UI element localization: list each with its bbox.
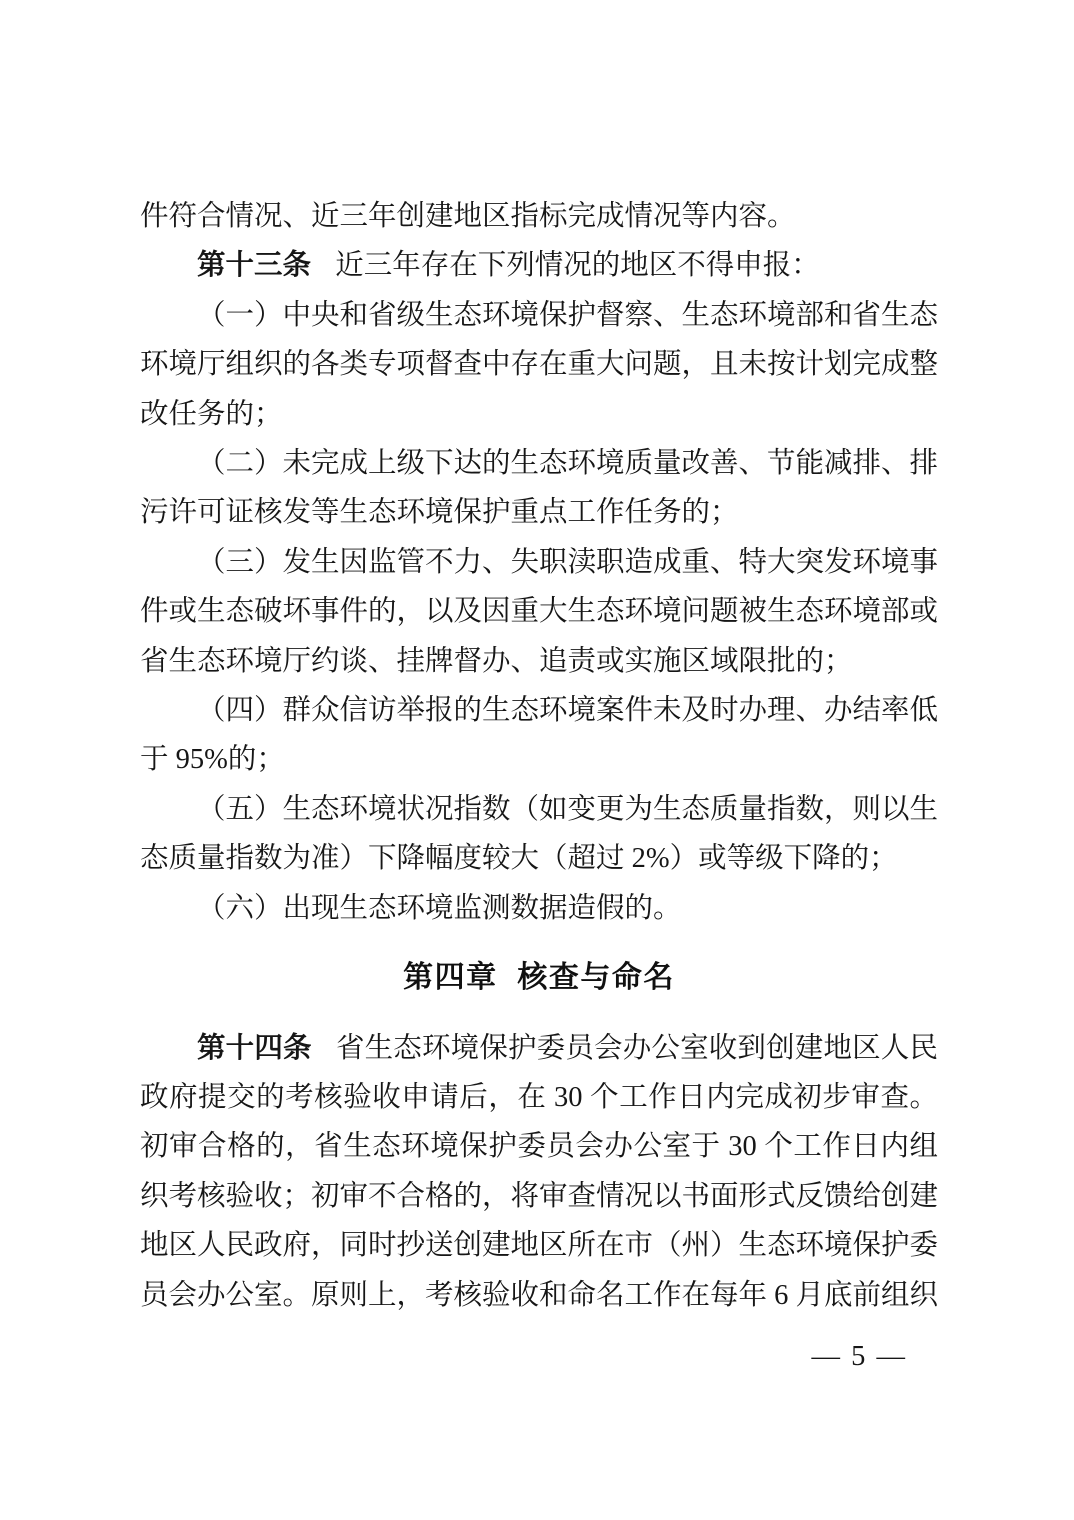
paragraph-item-4: （四）群众信访举报的生态环境案件未及时办理、办结率低于 95%的； [140,695,939,776]
paragraph-item-1: （一）中央和省级生态环境保护督察、生态环境部和省生态环境厅组织的各类专项督查中存在重大问题，且未按计划完成整改任务的； [140,299,939,430]
chapter-heading: 第四章 核查与命名 [403,961,675,995]
page-number: — 5 — [811,1341,907,1372]
paragraph-article-14 [140,1024,938,1320]
paragraph-item-6: （六）出现生态环境监测数据造假的。 [197,892,682,924]
article-13-number: 第十三条 [197,250,312,282]
paragraph-item-2: （二）未完成上级下达的生态环境质量改善、节能减排、排污许可证核发等生态环境保护重点工作任务的； [140,448,939,529]
article-13-text: 近三年存在下列情况的地区不得申报： [335,250,820,282]
article-14-number: 第十四条 [197,1032,312,1064]
paragraph-article-13 [140,241,938,290]
paragraph-item-3: （三）发生因监管不力、失职渎职造成重、特大突发环境事件或生态破坏事件的，以及因重大生态环境问题被生态环境部或省生态环境厅约谈、挂牌督办、追责或实施区域限批的； [140,546,939,677]
document-body [140,192,938,1320]
article-14-text: 省生态环境保护委员会办公室收到创建地区人民政府提交的考核验收申请后，在 30 个工作日内完成初步审查。初审合格的，省生态环境保护委员会办公室于 30 个工作日内组织考核验收；初审不合格的，将审查情况以书面形式反馈给创建地区人民政府，同时抄送创建地区所在市（州）生态环境保护委员会办公室。原则上，考核验收和命名工作在每年 6 月底前组织 [140,1032,939,1311]
paragraph-item-5: （五）生态环境状况指数（如变更为生态质量指数，则以生态质量指数为准）下降幅度较大（超过 2%）或等级下降的； [140,793,939,875]
paragraph-continuation: 件符合情况、近三年创建地区指标完成情况等内容。 [140,201,796,232]
